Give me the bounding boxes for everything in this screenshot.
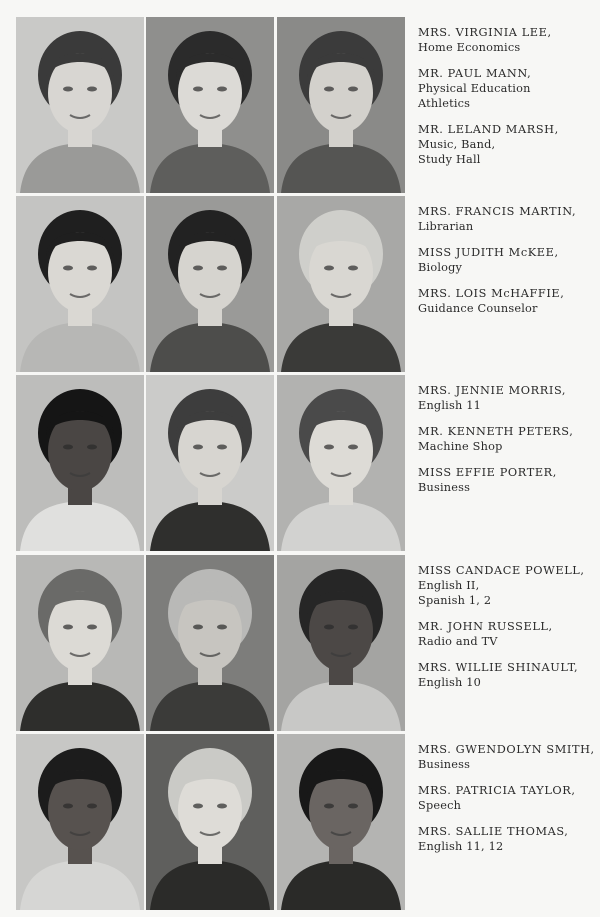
faculty-subject: English II, — [418, 579, 480, 592]
faculty-subject: English 11, 12 — [418, 840, 504, 853]
faculty-subject: Speech — [418, 799, 462, 812]
portrait-photo — [146, 17, 274, 193]
faculty-name: MR. KENNETH PETERS, — [418, 425, 574, 438]
faculty-name: MRS. GWENDOLYN SMITH, — [418, 743, 595, 756]
faculty-row — [16, 734, 600, 910]
faculty-subject: Study Hall — [418, 153, 481, 166]
faculty-subject: Business — [418, 758, 471, 771]
portrait-photo — [146, 375, 274, 551]
faculty-caption — [418, 286, 600, 316]
faculty-subject: Home Economics — [418, 41, 521, 54]
caption-list — [418, 742, 600, 865]
faculty-subject: Physical Education — [418, 82, 531, 95]
caption-list — [418, 25, 600, 178]
portrait-photo — [16, 17, 144, 193]
faculty-caption — [418, 783, 600, 813]
faculty-caption — [418, 204, 600, 234]
faculty-subject: Machine Shop — [418, 440, 503, 453]
portrait-photo — [277, 375, 405, 551]
faculty-name: MISS CANDACE POWELL, — [418, 564, 585, 577]
portrait-photo — [16, 734, 144, 910]
portrait-photo — [146, 555, 274, 731]
faculty-row — [16, 555, 600, 731]
portrait-photo — [277, 555, 405, 731]
portrait-photo — [277, 17, 405, 193]
faculty-row — [16, 375, 600, 551]
faculty-name: MRS. LOIS McHAFFIE, — [418, 287, 565, 300]
portrait-strip — [16, 196, 406, 372]
faculty-subject: Radio and TV — [418, 635, 498, 648]
faculty-portrait — [146, 375, 274, 551]
caption-list — [418, 563, 600, 701]
portrait-strip — [16, 734, 406, 910]
faculty-subject: English 10 — [418, 676, 482, 689]
faculty-portrait — [16, 555, 144, 731]
faculty-subject: Biology — [418, 261, 463, 274]
faculty-subject: Guidance Counselor — [418, 302, 538, 315]
portrait-strip — [16, 375, 406, 551]
faculty-row — [16, 17, 600, 193]
faculty-caption — [418, 25, 600, 55]
faculty-subject: Music, Band, — [418, 138, 496, 151]
portrait-photo — [16, 375, 144, 551]
faculty-portrait — [16, 734, 144, 910]
portrait-strip — [16, 17, 406, 193]
faculty-caption — [418, 465, 600, 495]
portrait-photo — [16, 196, 144, 372]
portrait-photo — [16, 555, 144, 731]
faculty-portrait — [16, 375, 144, 551]
faculty-subject: Business — [418, 481, 471, 494]
faculty-portrait — [277, 17, 405, 193]
portrait-photo — [146, 734, 274, 910]
faculty-caption — [418, 619, 600, 649]
faculty-name: MRS. WILLIE SHINAULT, — [418, 661, 579, 674]
faculty-portrait — [277, 734, 405, 910]
faculty-caption — [418, 424, 600, 454]
caption-list — [418, 383, 600, 506]
faculty-portrait — [146, 734, 274, 910]
faculty-caption — [418, 742, 600, 772]
faculty-portrait — [146, 196, 274, 372]
faculty-name: MRS. VIRGINIA LEE, — [418, 26, 552, 39]
faculty-subject: Spanish 1, 2 — [418, 594, 492, 607]
faculty-portrait — [146, 555, 274, 731]
faculty-name: MR. PAUL MANN, — [418, 67, 532, 80]
faculty-portrait — [146, 17, 274, 193]
faculty-caption — [418, 660, 600, 690]
portrait-photo — [277, 196, 405, 372]
faculty-caption — [418, 122, 600, 167]
faculty-subject: English 11 — [418, 399, 482, 412]
faculty-name: MRS. JENNIE MORRIS, — [418, 384, 567, 397]
faculty-caption — [418, 383, 600, 413]
faculty-portrait — [16, 196, 144, 372]
faculty-name: MISS EFFIE PORTER, — [418, 466, 557, 479]
faculty-caption — [418, 66, 600, 111]
faculty-subject: Athletics — [418, 97, 471, 110]
portrait-photo — [146, 196, 274, 372]
faculty-subject: Librarian — [418, 220, 474, 233]
portrait-photo — [277, 734, 405, 910]
portrait-strip — [16, 555, 406, 731]
faculty-portrait — [277, 375, 405, 551]
faculty-portrait — [277, 555, 405, 731]
faculty-name: MR. LELAND MARSH, — [418, 123, 559, 136]
faculty-portrait — [16, 17, 144, 193]
faculty-caption — [418, 824, 600, 854]
caption-list — [418, 204, 600, 327]
faculty-name: MR. JOHN RUSSELL, — [418, 620, 553, 633]
faculty-name: MISS JUDITH McKEE, — [418, 246, 559, 259]
faculty-portrait — [277, 196, 405, 372]
faculty-name: MRS. FRANCIS MARTIN, — [418, 205, 577, 218]
faculty-row — [16, 196, 600, 372]
faculty-caption — [418, 563, 600, 608]
faculty-name: MRS. SALLIE THOMAS, — [418, 825, 569, 838]
faculty-caption — [418, 245, 600, 275]
faculty-name: MRS. PATRICIA TAYLOR, — [418, 784, 576, 797]
